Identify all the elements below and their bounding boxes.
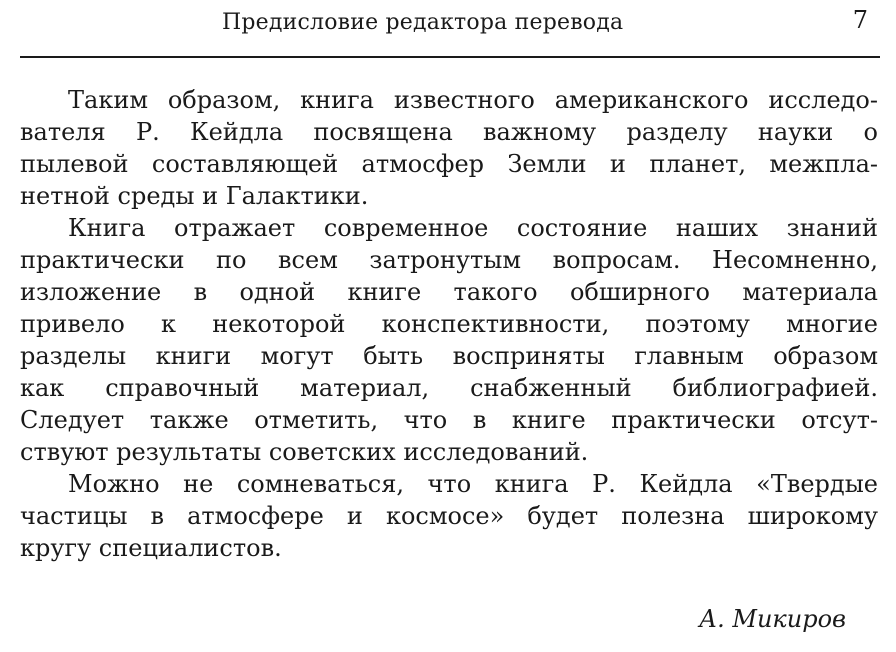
text-line: как справочный материал, снабженный библиографией. bbox=[20, 374, 878, 402]
text-line: разделы книги могут быть восприняты главным образом bbox=[20, 342, 878, 370]
text-line: практически по всем затронутым вопросам. Несомненно, bbox=[20, 246, 878, 274]
text-line: Книга отражает современное состояние наших знаний bbox=[68, 214, 878, 242]
text-line: частицы в атмосфере и космосе» будет полезна широкому bbox=[20, 502, 878, 530]
author-signature: А. Микиров bbox=[698, 605, 846, 633]
text-line: Можно не сомневаться, что книга Р. Кейдла «Твердые bbox=[68, 470, 878, 498]
text-line: Следует также отметить, что в книге практически отсут- bbox=[20, 406, 878, 434]
header-rule bbox=[20, 56, 880, 58]
text-line: привело к некоторой конспективности, поэтому многие bbox=[20, 310, 878, 338]
text-line: Таким образом, книга известного американского исследо- bbox=[68, 86, 878, 114]
text-line: пылевой составляющей атмосфер Земли и планет, межпла- bbox=[20, 150, 878, 178]
running-header: Предисловие редактора перевода bbox=[222, 10, 624, 35]
text-line: вателя Р. Кейдла посвящена важному разделу науки о bbox=[20, 118, 878, 146]
page-number: 7 bbox=[852, 6, 868, 34]
text-line: кругу специалистов. bbox=[20, 534, 282, 562]
body-text bbox=[20, 84, 878, 564]
text-line: нетной среды и Галактики. bbox=[20, 182, 369, 210]
text-line: ствуют результаты советских исследований. bbox=[20, 438, 589, 466]
text-line: изложение в одной книге такого обширного материала bbox=[20, 278, 878, 306]
